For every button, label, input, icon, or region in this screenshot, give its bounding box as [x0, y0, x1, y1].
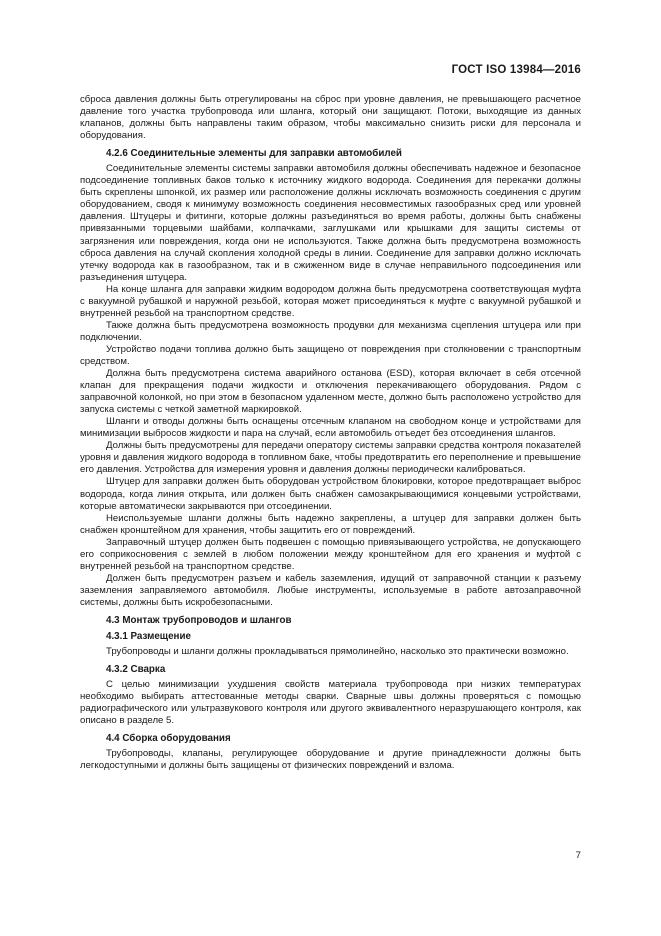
- paragraph: Также должна быть предусмотрена возможность продувки для механизма сцепления штуцера или при подключении.: [80, 319, 581, 343]
- section-heading-4-3: 4.3 Монтаж трубопроводов и шлангов: [106, 614, 292, 626]
- paragraph: Должны быть предусмотрены для передачи оператору системы заправки средства контроля показателей уровня и давления жидкого водорода в топливном баке, чтобы предотвратить его переполнение и превышение его давления. Устройства для измерения уровня и давления должны периодически калиброваться.: [80, 440, 581, 476]
- standard-designation: ГОСТ ISO 13984—2016: [451, 64, 581, 76]
- section-heading-4-3-2: 4.3.2 Сварка: [106, 664, 166, 676]
- paragraph: На конце шланга для заправки жидким водородом должна быть предусмотрена соответствующая муфта с вакуумной рубашкой и наружной резьбой, которая может присоединяться к муфте с вакуумной рубашкой и внутренней резьбой на транспортном средстве.: [80, 283, 581, 319]
- section-heading-4-2-6: 4.2.6 Соединительные элементы для заправки автомобилей: [106, 148, 402, 160]
- paragraph: Трубопроводы, клапаны, регулирующее оборудование и другие принадлежности должны быть легкодоступными и должны быть защищены от физических повреждений и взлома.: [80, 748, 581, 772]
- document-body: [80, 94, 581, 772]
- paragraph: Должен быть предусмотрен разъем и кабель заземления, идущий от заправочной станции к разъему заземления заправляемого автомобиля. Любые инструменты, используемые в работе автозаправочной системы, должны быть искробезопасными.: [80, 572, 581, 608]
- paragraph: Шланги и отводы должны быть оснащены отсечным клапаном на свободном конце и устройствами для минимизации выбросов жидкости и пара на случай, если автомобиль отъедет без отсоединения шлангов.: [80, 416, 581, 440]
- intro-paragraph: сброса давления должны быть отрегулированы на сброс при уровне давления, не превышающего расчетное давление того участка трубопровода или шланга, который они защищают. Потоки, выходящие из данных клапанов, должны быть направлены таким образом, чтобы максимально снизить риски для персонала и оборудования.: [80, 94, 581, 142]
- paragraph: Трубопроводы и шланги должны прокладываться прямолинейно, насколько это практически возможно.: [106, 646, 569, 658]
- section-heading-4-3-1: 4.3.1 Размещение: [106, 631, 191, 643]
- paragraph: Неиспользуемые шланги должны быть надежно закреплены, а штуцер для заправки должен быть снабжен кронштейном для хранения, чтобы защитить его от повреждений.: [80, 512, 581, 536]
- paragraph: С целью минимизации ухудшения свойств материала трубопровода при низких температурах необходимо выбирать аттестованные методы сварки. Сварные швы должны проверяться с помощью радиографического или ультразвукового контроля или другого эквивалентного неразрушающего контроля, как описано в разделе 5.: [80, 679, 581, 727]
- paragraph: Заправочный штуцер должен быть подвешен с помощью привязывающего устройства, не допускающего его соприкосновения с землей в любом положении между кронштейном для его хранения и муфтой с внутренней резьбой на транспортном средстве.: [80, 536, 581, 572]
- paragraph: Штуцер для заправки должен быть оборудован устройством блокировки, которое предотвращает выброс водорода, когда линия открыта, или должен быть снабжен самозакрывающимися концевыми устройствами, которые автоматически закрываются при отсоединении.: [80, 476, 581, 512]
- paragraph: Соединительные элементы системы заправки автомобиля должны обеспечивать надежное и безопасное подсоединение топливных баков только к источнику жидкого водорода. Соединения для перекачки должны быть скреплены шпонкой, их размер или расположение должны исключать возможность соединения с другим оборудованием, сводя к минимуму возможность соединения несовместимых газообразных сред или уровней давления. Штуцеры и фитинги, которые должны разъединяться во время работы, должны быть снабжены привязанными торцевыми шайбами, колпачками, заглушками или крышками для защиты системы от загрязнения или повреждения, когда они не используются. Также должна быть предусмотрена возможность сброса давления на случай скопления холодной среды в линии. Соединение для заправки должно исключать утечку водорода как в газообразном, так и в сжиженном виде в случае неправильного подсоединения или разъединения штуцера.: [80, 163, 581, 283]
- page-number: 7: [575, 850, 581, 861]
- paragraph: Должна быть предусмотрена система аварийного останова (ESD), которая включает в себя отсечной клапан для прекращения подачи жидкости и отключения перекачивающего оборудования. Рядом с заправочной колонкой, но при этом в безопасном удаленном месте, должно быть расположено устройство для запуска системы с четкой заметной маркировкой.: [80, 368, 581, 416]
- section-heading-4-4: 4.4 Сборка оборудования: [106, 733, 231, 745]
- paragraph: Устройство подачи топлива должно быть защищено от повреждения при столкновении с транспортным средством.: [80, 343, 581, 367]
